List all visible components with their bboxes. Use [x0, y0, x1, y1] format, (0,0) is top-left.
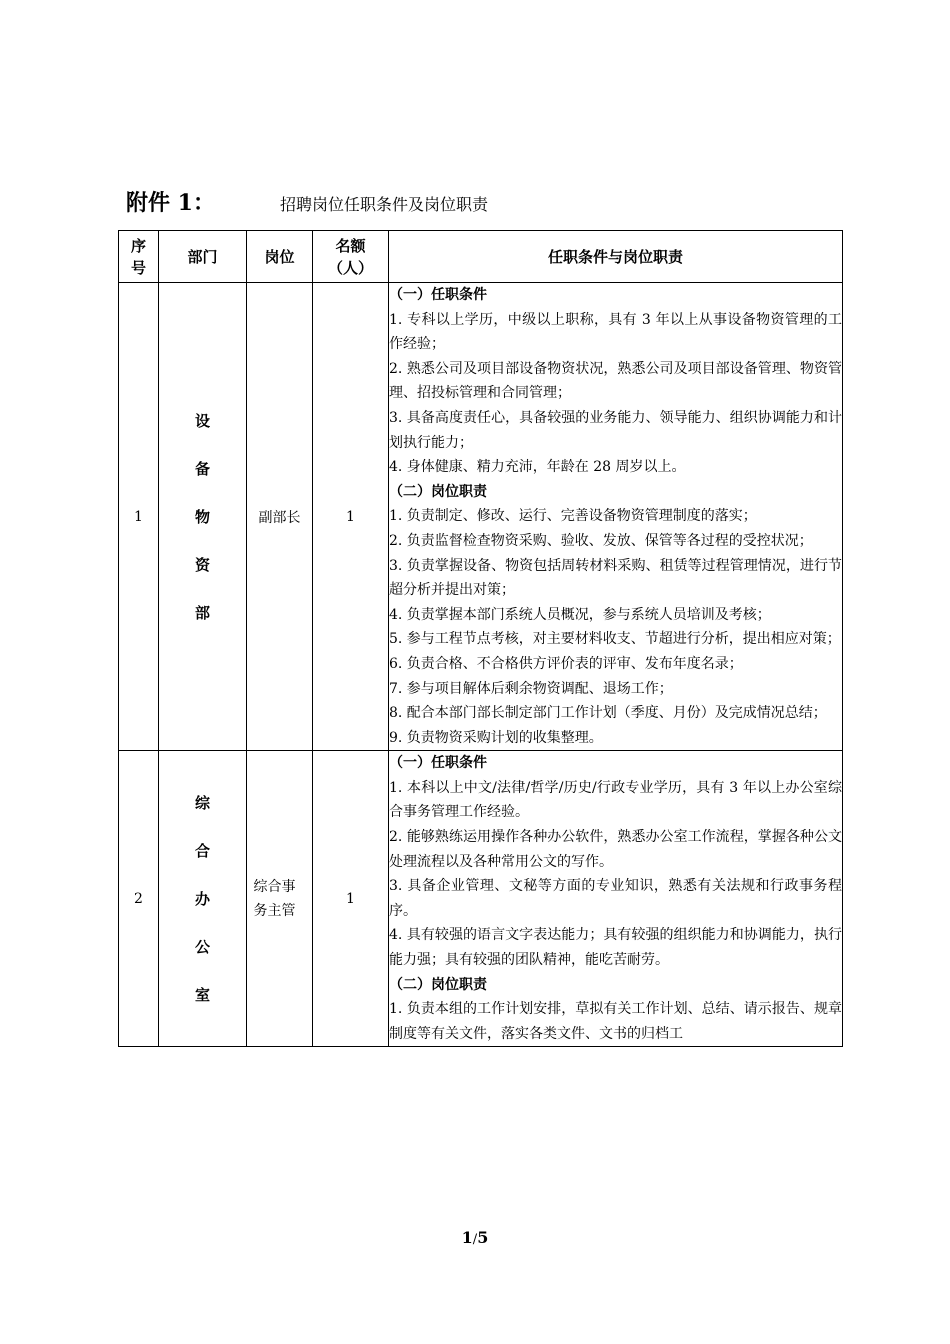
list-item: 4. 身体健康、精力充沛，年龄在 28 周岁以上。 [389, 459, 686, 476]
table-header-row [119, 231, 843, 283]
row-quota: 1 [313, 751, 389, 1047]
recruitment-table [118, 230, 843, 1047]
row-quota: 1 [313, 283, 389, 751]
dept-char: 综 [194, 793, 210, 812]
row-position-text: 综合事务主管 [253, 878, 296, 919]
row-no: 1 [119, 283, 159, 751]
row-duties [389, 751, 843, 1047]
dept-char: 设 [194, 411, 210, 430]
header-quota [313, 231, 389, 283]
list-item: 3. 负责掌握设备、物资包括周转材料采购、租赁等过程管理情况，进行节超分析并提出对策； [389, 557, 842, 599]
list-item: 9. 负责物资采购计划的收集整理。 [389, 729, 603, 746]
list-item: 2. 负责监督检查物资采购、验收、发放、保管等各过程的受控状况； [389, 532, 813, 549]
dept-char: 备 [194, 459, 210, 478]
section-title: （二）岗位职责 [389, 483, 487, 500]
page-separator: / [472, 1232, 478, 1247]
header-no-line2: 号 [130, 258, 146, 277]
header-quota-line2: （人） [327, 258, 373, 277]
list-item: 1. 本科以上中文/法律/哲学/历史/行政专业学历，具有 3 年以上办公室综合事务管理工作经验。 [389, 779, 842, 821]
dept-char: 部 [194, 603, 210, 622]
list-item: 3. 具备企业管理、文秘等方面的专业知识，熟悉有关法规和行政事务程序。 [389, 878, 842, 919]
dept-char: 资 [194, 555, 210, 574]
total-pages: 5 [477, 1228, 489, 1247]
list-item: 4. 具有较强的语言文字表达能力；具有较强的组织能力和协调能力，执行能力强；具有较强的团队精神，能吃苦耐劳。 [389, 927, 842, 969]
dept-char: 合 [194, 841, 210, 860]
list-item: 2. 熟悉公司及项目部设备物资状况，熟悉公司及项目部设备管理、物资管理、招投标管理和合同管理； [389, 360, 842, 402]
row-position: 副部长 [247, 283, 313, 751]
dept-char: 办 [194, 889, 210, 908]
attachment-label: 附件 1： [126, 190, 215, 216]
row-no: 2 [119, 751, 159, 1047]
section-title: （一）任职条件 [389, 755, 487, 772]
list-item: 4. 负责掌握本部门系统人员概况，参与系统人员培训及考核； [389, 606, 771, 623]
list-item: 1. 负责本组的工作计划安排，草拟有关工作计划、总结、请示报告、规章制度等有关文件，落实各类文件、文书的归档工 [389, 1001, 842, 1042]
table-row [119, 751, 843, 1047]
row-dept [159, 283, 247, 751]
table-row [119, 283, 843, 751]
page-number [0, 1228, 950, 1247]
list-item: 7. 参与项目解体后剩余物资调配、退场工作； [389, 680, 673, 697]
header-no [119, 231, 159, 283]
document-title: 招聘岗位任职条件及岗位职责 [280, 195, 489, 214]
list-item: 2. 能够熟练运用操作各种办公软件，熟悉办公室工作流程，掌握各种公文处理流程以及各种常用公文的写作。 [389, 829, 842, 870]
header-duties: 任职条件与岗位职责 [389, 231, 843, 283]
dept-char: 室 [194, 985, 210, 1004]
dept-char: 物 [194, 507, 210, 526]
header-no-line1: 序 [130, 236, 146, 255]
list-item: 1. 专科以上学历，中级以上职称，具有 3 年以上从事设备物资管理的工作经验； [389, 311, 842, 353]
list-item: 5. 参与工程节点考核，对主要材料收支、节超进行分析，提出相应对策； [389, 631, 841, 648]
document-heading [126, 186, 826, 220]
row-duties [389, 283, 843, 751]
list-item: 8. 配合本部门部长制定部门工作计划（季度、月份）及完成情况总结； [389, 705, 827, 722]
row-position [247, 751, 313, 1047]
current-page: 1 [461, 1228, 473, 1247]
list-item: 6. 负责合格、不合格供方评价表的评审、发布年度名录； [389, 655, 743, 672]
dept-char: 公 [194, 937, 210, 956]
section-title: （二）岗位职责 [389, 976, 487, 993]
header-quota-line1: 名额 [335, 236, 366, 255]
header-dept: 部门 [159, 231, 247, 283]
row-dept [159, 751, 247, 1047]
list-item: 1. 负责制定、修改、运行、完善设备物资管理制度的落实； [389, 508, 757, 525]
section-title: （一）任职条件 [389, 287, 487, 303]
header-position: 岗位 [247, 231, 313, 283]
list-item: 3. 具备高度责任心，具备较强的业务能力、领导能力、组织协调能力和计划执行能力； [389, 409, 842, 451]
